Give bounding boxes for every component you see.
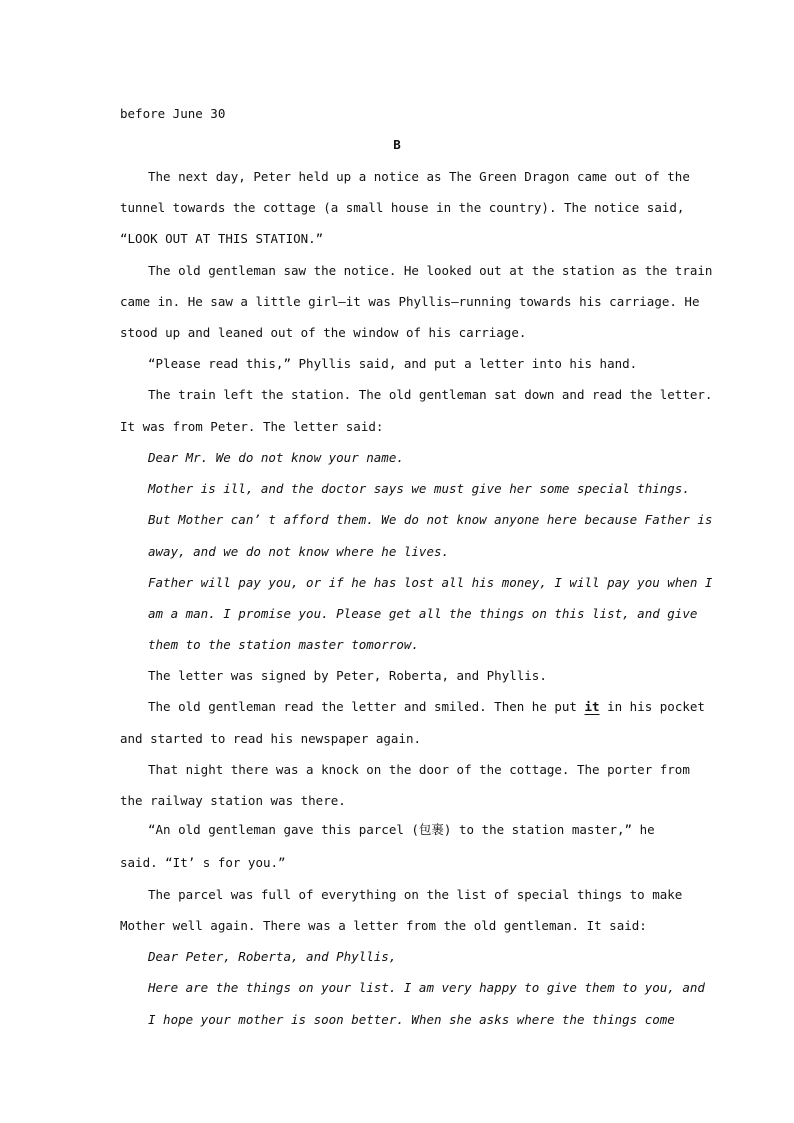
text-line: came in. He saw a little girl—it was Phyllis—running towards his carriage. He: [120, 294, 700, 309]
underlined-word: it: [584, 699, 600, 714]
text-line: The next day, Peter held up a notice as The Green Dragon came out of the: [148, 169, 690, 184]
letter-line: Dear Peter, Roberta, and Phyllis,: [148, 949, 397, 964]
text-line: The train left the station. The old gentleman sat down and read the letter.: [148, 387, 713, 402]
text-line: The letter was signed by Peter, Roberta, and Phyllis.: [148, 668, 547, 683]
text-line: “Please read this,” Phyllis said, and put a letter into his hand.: [148, 356, 638, 371]
letter-line: Dear Mr. We do not know your name.: [148, 450, 404, 465]
text-line: [148, 699, 705, 715]
text-line: The parcel was full of everything on the list of special things to make: [148, 887, 683, 902]
letter-line: them to the station master tomorrow.: [148, 637, 419, 652]
letter-line: Mother is ill, and the doctor says we must give her some special things.: [148, 481, 690, 496]
text-line: The old gentleman saw the notice. He looked out at the station as the train: [148, 263, 713, 278]
text-line: “LOOK OUT AT THIS STATION.”: [120, 231, 324, 246]
section-heading: B: [393, 137, 401, 152]
text-segment: in his pocket: [599, 699, 705, 714]
letter-line: I hope your mother is soon better. When she asks where the things come: [148, 1012, 675, 1027]
text-line: before June 30: [120, 106, 226, 121]
letter-line: Father will pay you, or if he has lost all his money, I will pay you when I: [148, 575, 713, 590]
letter-line: away, and we do not know where he lives.: [148, 544, 450, 559]
text-line: “An old gentleman gave this parcel (包裹) to the station master,” he: [148, 822, 655, 837]
text-segment: The old gentleman read the letter and smiled. Then he put: [148, 699, 585, 714]
letter-line: But Mother can’ t afford them. We do not know anyone here because Father is: [148, 512, 713, 527]
text-line: said. “It’ s for you.”: [120, 855, 286, 870]
letter-line: am a man. I promise you. Please get all the things on this list, and give: [148, 606, 698, 621]
text-line: It was from Peter. The letter said:: [120, 419, 384, 434]
letter-line: Here are the things on your list. I am very happy to give them to you, and: [148, 980, 705, 995]
text-line: That night there was a knock on the door of the cottage. The porter from: [148, 762, 690, 777]
text-line: and started to read his newspaper again.: [120, 731, 422, 746]
text-line: Mother well again. There was a letter from the old gentleman. It said:: [120, 918, 647, 933]
text-line: stood up and leaned out of the window of his carriage.: [120, 325, 527, 340]
text-line: the railway station was there.: [120, 793, 346, 808]
text-line: tunnel towards the cottage (a small house in the country). The notice said,: [120, 200, 685, 215]
